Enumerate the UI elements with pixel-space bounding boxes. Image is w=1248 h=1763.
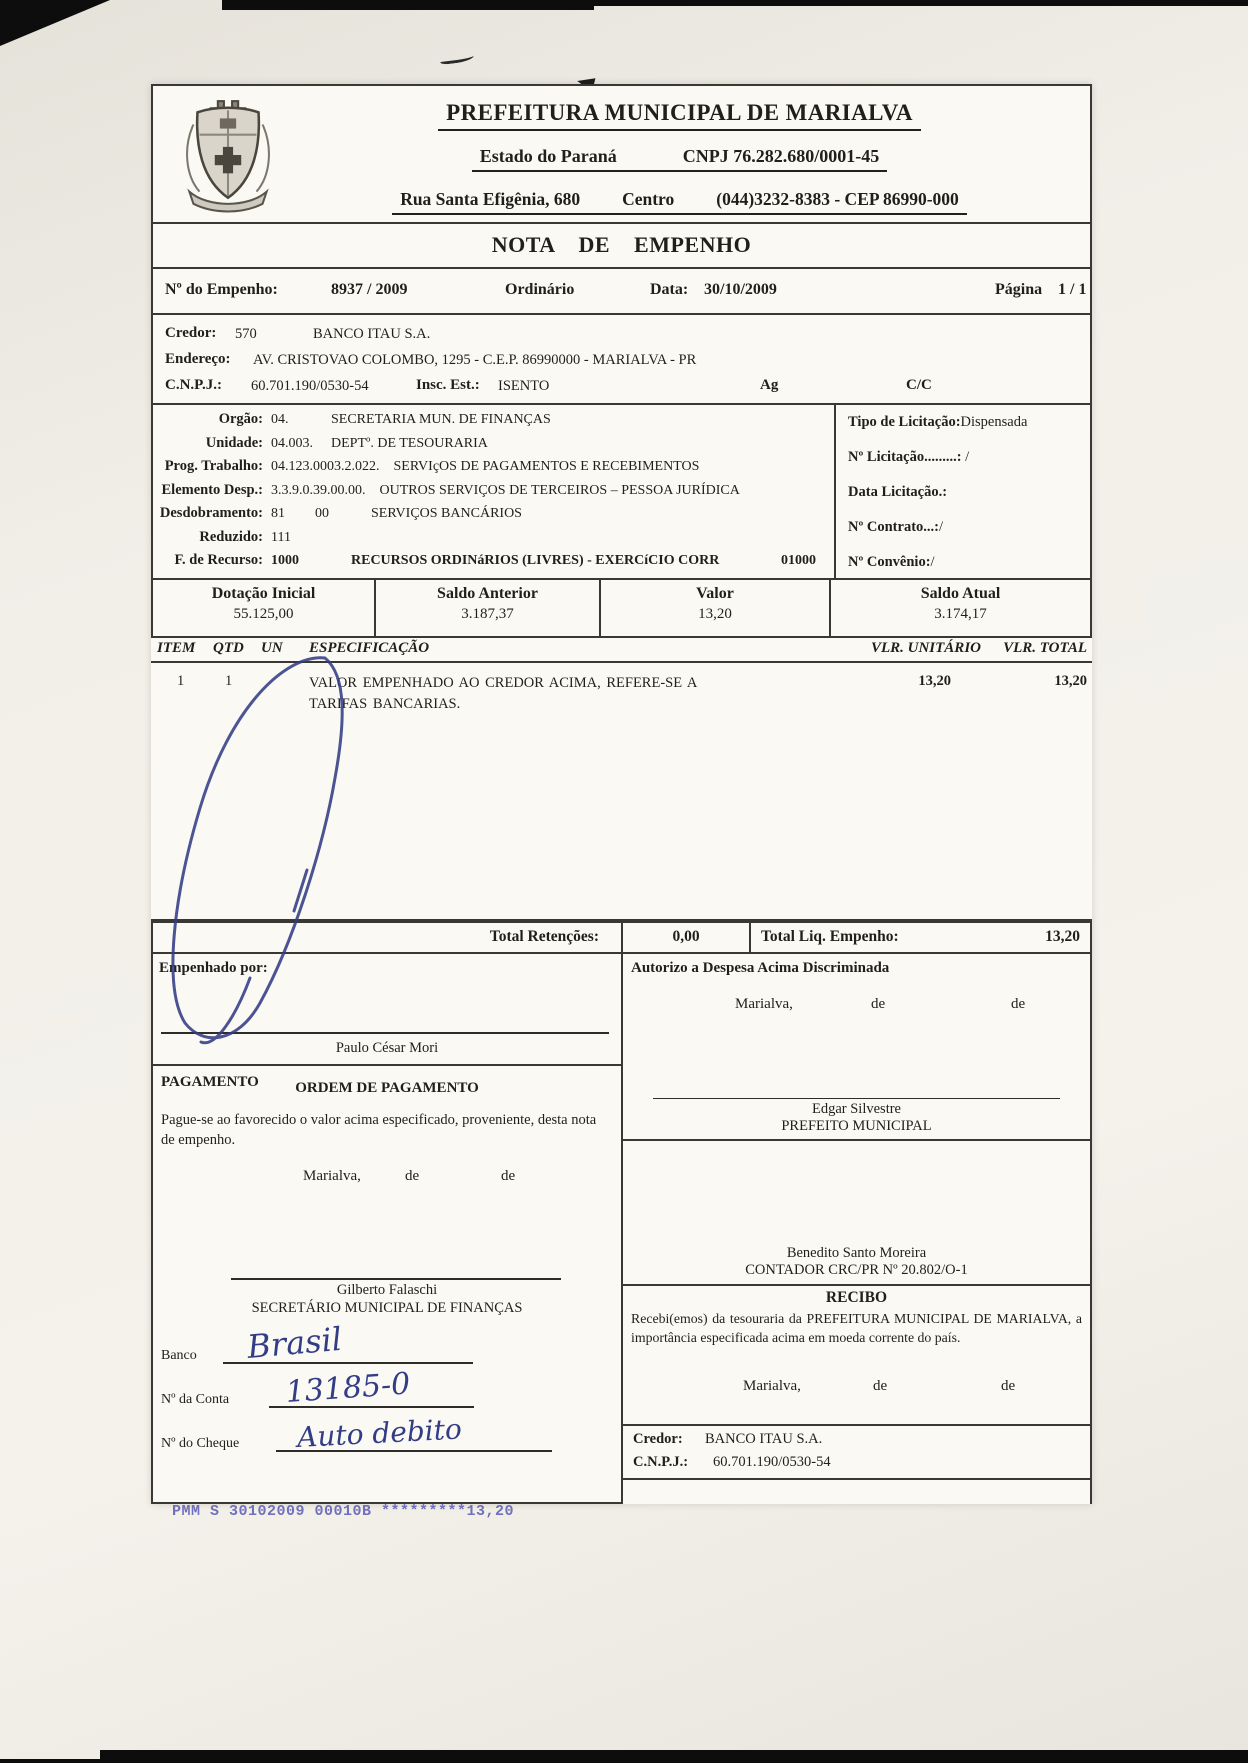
dotacao-inicial-cell xyxy=(153,580,376,636)
coat-of-arms-logo xyxy=(153,86,303,222)
desdobramento-desc: SERVIÇOS BANCÁRIOS xyxy=(371,506,522,521)
org-name: PREFEITURA MUNICIPAL DE MARIALVA xyxy=(438,100,921,131)
banco-fill-line xyxy=(223,1319,473,1366)
unidade-label: Unidade: xyxy=(205,434,263,451)
tipo-licitacao-line xyxy=(848,414,1078,449)
recibo-cnpj-label: C.N.P.J.: xyxy=(633,1454,689,1470)
balances-table xyxy=(151,580,1092,638)
total-retencoes-value: 0,00 xyxy=(621,923,751,952)
item-col-header: ITEM xyxy=(157,640,196,656)
address-street: Rua Santa Efigênia, 680 xyxy=(400,189,581,209)
elemento-desp-label: Elemento Desp.: xyxy=(161,481,263,498)
saldo-atual-value: 3.174,17 xyxy=(934,606,987,622)
item-especificacao: VALOR EMPENHADO AO CREDOR ACIMA, REFERE-SE A TARIFAS BANCARIAS. xyxy=(309,675,697,713)
budget-line-elemento-desp xyxy=(153,482,834,506)
conta-fill-line xyxy=(269,1366,474,1410)
dotacao-inicial-header: Dotação Inicial xyxy=(211,585,316,602)
budget-line-fonte-recurso xyxy=(153,552,834,576)
address-phone-cep: (044)3232-8383 - CEP 86990-000 xyxy=(716,189,959,209)
budget-classification-block xyxy=(151,405,1092,580)
items-table-header xyxy=(151,638,1092,663)
right-signature-column xyxy=(623,954,1090,1504)
empenho-number-value: 8937 / 2009 xyxy=(331,281,408,298)
autorizo-title: Autorizo a Despesa Acima Discriminada xyxy=(631,960,890,976)
scan-artifact-top-bar-thin xyxy=(594,0,1248,6)
contador-name: Benedito Santo Moreira xyxy=(786,1245,927,1261)
creditor-block xyxy=(151,315,1092,405)
credor-label: Credor: xyxy=(165,325,217,341)
num-convenio-label: Nº Convênio: xyxy=(848,554,931,570)
data-licitacao-line xyxy=(848,484,1078,519)
scan-artifact-bottom-edge xyxy=(0,1759,1248,1763)
empenhado-signer-name: Paulo César Mori xyxy=(335,1040,439,1056)
num-contrato-label: Nº Contrato...: xyxy=(848,519,939,535)
cc-label: C/C xyxy=(906,377,932,393)
ordem-pagamento-title: ORDEM DE PAGAMENTO xyxy=(295,1080,479,1096)
ordem-pagamento-text: Pague-se ao favorecido o valor acima especificado, proveniente, desta nota de empenho. xyxy=(161,1112,597,1149)
budget-line-unidade xyxy=(153,435,834,459)
reduzido-code: 111 xyxy=(271,529,291,545)
city-name: Marialva, xyxy=(735,996,793,1012)
ag-label: Ag xyxy=(760,377,779,393)
date-value: 30/10/2009 xyxy=(704,281,777,298)
fonte-recurso-extra-code: 01000 xyxy=(781,553,817,568)
document-title: NOTA DE EMPENHO xyxy=(151,224,1092,269)
de-word: de xyxy=(1011,996,1026,1012)
orgao-desc: SECRETARIA MUN. DE FINANÇAS xyxy=(331,412,551,427)
contador-box xyxy=(623,1141,1090,1286)
total-retencoes-label: Total Retenções: xyxy=(489,928,599,945)
orgao-label: Orgão: xyxy=(218,411,263,427)
empenho-number-label: Nº do Empenho: xyxy=(165,281,278,298)
cheque-field xyxy=(161,1412,552,1454)
qtd-col-header: QTD xyxy=(213,640,244,656)
saldo-atual-cell xyxy=(831,580,1090,636)
budget-line-prog-trabalho xyxy=(153,458,834,482)
saldo-anterior-header: Saldo Anterior xyxy=(437,585,538,602)
budget-line-orgao xyxy=(153,411,834,435)
saldo-anterior-value: 3.187,37 xyxy=(461,606,514,622)
cheque-label: Nº do Cheque xyxy=(161,1436,240,1451)
prog-trabalho-desc: SERVIçOS DE PAGAMENTOS E RECEBIMENTOS xyxy=(393,459,700,474)
city-name: Marialva, xyxy=(303,1168,361,1184)
elemento-desp-code: 3.3.9.0.39.00.00. xyxy=(271,482,366,498)
address-district: Centro xyxy=(622,189,675,209)
banco-handwriting: Brasil xyxy=(245,1319,344,1366)
page-value: 1 / 1 xyxy=(1058,281,1087,298)
recibo-credor-value: BANCO ITAU S.A. xyxy=(705,1431,823,1447)
cheque-handwriting: Auto debito xyxy=(296,1412,463,1454)
insc-est-value: ISENTO xyxy=(498,378,550,394)
num-contrato-value: / xyxy=(938,519,944,535)
autorizo-despesa-box xyxy=(623,954,1090,1141)
num-licitacao-label: Nº Licitação.........: xyxy=(848,449,962,465)
pagamento-label: PAGAMENTO xyxy=(161,1074,259,1090)
cnpj-label: C.N.P.J.: xyxy=(165,377,222,393)
vlr-total-col-header: VLR. TOTAL xyxy=(1003,640,1087,656)
coat-of-arms-graphic xyxy=(179,94,277,214)
scan-artifact-top-bar xyxy=(222,0,594,10)
secretario-signature-line xyxy=(231,1278,561,1280)
credor-name: BANCO ITAU S.A. xyxy=(313,326,431,342)
conta-handwriting: 13185-0 xyxy=(284,1366,412,1410)
fonte-recurso-label: F. de Recurso: xyxy=(174,552,263,568)
de-word: de xyxy=(873,1378,888,1394)
endereco-label: Endereço: xyxy=(165,351,231,367)
reduzido-label: Reduzido: xyxy=(199,528,263,545)
budget-line-reduzido xyxy=(153,529,834,553)
banco-label: Banco xyxy=(161,1348,197,1363)
de-word: de xyxy=(871,996,886,1012)
empenhado-signature-line xyxy=(161,1032,609,1034)
page-label: Página xyxy=(995,281,1043,298)
licitacao-box xyxy=(834,405,1090,578)
cheque-fill-line xyxy=(276,1412,552,1454)
item-qtd: 1 xyxy=(225,673,233,689)
num-licitacao-line xyxy=(848,449,1078,484)
conta-field xyxy=(161,1366,474,1410)
item-vlr-total: 13,20 xyxy=(1054,673,1087,689)
tipo-licitacao-label: Tipo de Licitação: xyxy=(848,414,961,430)
conta-label: Nº da Conta xyxy=(161,1392,230,1407)
total-liq-empenho-value: 13,20 xyxy=(1045,928,1080,945)
state-text: Estado do Paraná xyxy=(479,146,617,166)
empenhado-por-label: Empenhado por: xyxy=(159,960,268,976)
recibo-credor-label: Credor: xyxy=(633,1431,683,1447)
num-licitacao-value: / xyxy=(961,449,970,465)
signatures-area xyxy=(151,954,1092,1504)
date-label: Data: xyxy=(650,281,689,298)
num-convenio-value: / xyxy=(930,554,935,570)
empenho-number-row xyxy=(151,269,1092,315)
especificacao-col-header: ESPECIFICAÇÃO xyxy=(309,640,430,656)
secretario-title: SECRETÁRIO MUNICIPAL DE FINANÇAS xyxy=(251,1300,523,1316)
desdobramento-code2: 00 xyxy=(315,506,329,521)
items-table-body xyxy=(151,663,1092,921)
prog-trabalho-label: Prog. Trabalho: xyxy=(164,458,263,474)
item-number: 1 xyxy=(177,673,185,689)
de-word: de xyxy=(1001,1378,1016,1394)
credor-code: 570 xyxy=(235,326,257,342)
scan-artifact-corner xyxy=(0,0,110,46)
data-licitacao-label: Data Licitação.: xyxy=(848,484,948,500)
elemento-desp-desc: OUTROS SERVIÇOS DE TERCEIROS – PESSOA JURÍDICA xyxy=(379,482,740,498)
left-signature-column xyxy=(153,954,623,1504)
num-contrato-line xyxy=(848,519,1078,554)
total-liq-empenho-label: Total Liq. Empenho: xyxy=(761,928,899,945)
tipo-licitacao-value: Dispensada xyxy=(960,414,1028,430)
de-word: de xyxy=(405,1168,420,1184)
un-col-header: UN xyxy=(261,640,283,656)
document-header xyxy=(151,84,1092,224)
prefeito-signature-line xyxy=(653,1098,1060,1099)
secretario-name: Gilberto Falaschi xyxy=(336,1282,438,1298)
saldo-anterior-cell xyxy=(376,580,601,636)
valor-value: 13,20 xyxy=(698,606,732,622)
vlr-unitario-col-header: VLR. UNITÁRIO xyxy=(870,640,981,656)
ordem-pagamento-box xyxy=(153,1066,621,1504)
totals-row xyxy=(151,921,1092,954)
pen-mark-squiggle xyxy=(440,52,475,65)
budget-line-desdobramento xyxy=(153,505,834,529)
recibo-cnpj-value: 60.701.190/0530-54 xyxy=(713,1454,831,1470)
de-word: de xyxy=(501,1168,516,1184)
org-cnpj: CNPJ 76.282.680/0001-45 xyxy=(682,146,880,166)
desdobramento-label: Desdobramento: xyxy=(159,505,263,521)
item-vlr-unitario: 13,20 xyxy=(918,673,951,689)
recibo-title: RECIBO xyxy=(825,1289,888,1306)
budget-lines xyxy=(153,405,834,578)
header-text-block xyxy=(303,86,1090,222)
recibo-text: Recebi(emos) da tesouraria da PREFEITURA MUNICIPAL DE MARIALVA, a importância especificada acima em moeda corrente do país. xyxy=(631,1311,1082,1345)
banco-field xyxy=(161,1319,473,1366)
fonte-recurso-desc: RECURSOS ORDINáRIOS (LIVRES) - EXERCíCIO CORR xyxy=(351,553,720,568)
desdobramento-code: 81 xyxy=(271,506,285,521)
dot-matrix-print-line: PMM S 30102009 00010B *********13,20 xyxy=(172,1503,515,1520)
city-name: Marialva, xyxy=(743,1378,801,1394)
unidade-desc: DEPTº. DE TESOURARIA xyxy=(331,435,488,451)
prefeito-name: Edgar Silvestre xyxy=(812,1101,901,1117)
saldo-atual-header: Saldo Atual xyxy=(920,585,1001,602)
orgao-code: 04. xyxy=(271,412,289,427)
empenhado-por-box xyxy=(153,954,621,1066)
unidade-code: 04.003. xyxy=(271,435,313,451)
recibo-box xyxy=(623,1286,1090,1426)
prog-trabalho-code: 04.123.0003.2.022. xyxy=(271,459,380,474)
cnpj-value: 60.701.190/0530-54 xyxy=(251,378,369,394)
empenho-kind: Ordinário xyxy=(505,281,575,298)
endereco-value: AV. CRISTOVAO COLOMBO, 1295 - C.E.P. 86990000 - MARIALVA - PR xyxy=(253,352,697,368)
nota-de-empenho-document xyxy=(151,84,1092,1504)
prefeito-title: PREFEITO MUNICIPAL xyxy=(781,1118,932,1134)
contador-title: CONTADOR CRC/PR Nº 20.802/O-1 xyxy=(745,1262,968,1278)
recibo-credor-box xyxy=(623,1426,1090,1480)
fonte-recurso-code: 1000 xyxy=(271,553,299,568)
valor-header: Valor xyxy=(696,585,734,602)
valor-cell xyxy=(601,580,831,636)
dotacao-inicial-value: 55.125,00 xyxy=(233,606,294,622)
insc-est-label: Insc. Est.: xyxy=(416,377,480,393)
